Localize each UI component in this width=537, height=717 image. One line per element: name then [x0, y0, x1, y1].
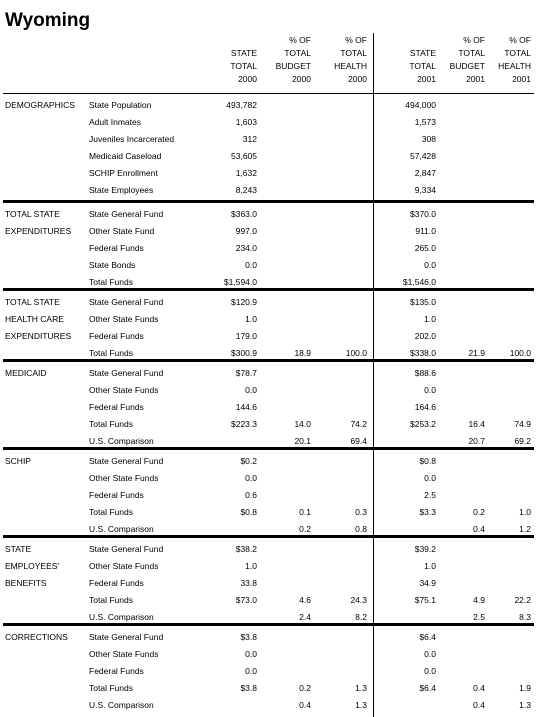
table-cell-state-total-2001: 0.0	[424, 473, 436, 483]
section-category: TOTAL STATE	[5, 297, 60, 307]
column-header-line: HEALTH	[334, 61, 367, 71]
table-cell-state-total-2000: $3.8	[240, 632, 257, 642]
table-cell-state-total-2001: 911.0	[415, 226, 436, 236]
column-header-pct-health-2000	[307, 34, 367, 86]
table-cell-state-total-2000: 0.0	[245, 649, 257, 659]
table-cell-pct-budget-2000: 0.1	[299, 507, 311, 517]
table-cell-state-total-2001: 0.0	[424, 260, 436, 270]
row-label: Total Funds	[89, 419, 133, 429]
table-cell-state-total-2001: 164.6	[414, 402, 436, 412]
table-cell-state-total-2000: $78.7	[235, 368, 257, 378]
table-cell-state-total-2001: 2.5	[424, 490, 436, 500]
row-label: State Bonds	[89, 260, 136, 270]
row-label: U.S. Comparison	[89, 524, 154, 534]
section-category: STATE	[5, 544, 32, 554]
table-cell-state-total-2001: 0.0	[424, 649, 436, 659]
column-header-line: TOTAL	[340, 48, 367, 58]
row-label: Total Funds	[89, 683, 133, 693]
row-label: Total Funds	[89, 277, 133, 287]
row-label: U.S. Comparison	[89, 436, 154, 446]
column-header-state-total-2000	[197, 47, 257, 86]
table-cell-pct-budget-2000: 0.2	[299, 683, 311, 693]
column-header-line: 2000	[292, 74, 311, 84]
table-cell-state-total-2000: 312	[242, 134, 257, 144]
table-cell-state-total-2001: $338.0	[410, 348, 436, 358]
table-cell-state-total-2001: $6.4	[419, 632, 436, 642]
table-cell-pct-budget-2000: 2.4	[299, 612, 311, 622]
row-label: Federal Funds	[89, 243, 144, 253]
column-header-pct-health-2001	[471, 34, 531, 86]
table-cell-pct-health-2000: 69.4	[350, 436, 367, 446]
section-category: MEDICAID	[5, 368, 47, 378]
table-cell-state-total-2000: $1,594.0	[223, 277, 257, 287]
table-cell-pct-health-2000: 8.2	[355, 612, 367, 622]
table-cell-state-total-2000: $223.3	[231, 419, 257, 429]
column-header-line: 2000	[348, 74, 367, 84]
table-cell-state-total-2000: $363.0	[231, 209, 257, 219]
row-label: Medicaid Caseload	[89, 151, 162, 161]
row-label: State General Fund	[89, 209, 164, 219]
table-cell-state-total-2000: 53,605	[231, 151, 257, 161]
row-label: Total Funds	[89, 348, 133, 358]
column-header-line: 2001	[512, 74, 531, 84]
table-cell-pct-health-2001: 1.9	[519, 683, 531, 693]
table-cell-pct-health-2000: 74.2	[350, 419, 367, 429]
table-cell-state-total-2001: 1.0	[424, 561, 436, 571]
row-label: Federal Funds	[89, 402, 144, 412]
table-cell-state-total-2001: 202.0	[414, 331, 436, 341]
table-cell-state-total-2000: $38.2	[235, 544, 257, 554]
column-header-line: % OF	[509, 35, 531, 45]
row-label: Total Funds	[89, 507, 133, 517]
table-cell-state-total-2001: 1,573	[414, 117, 436, 127]
column-header-line: BUDGET	[275, 61, 311, 71]
table-cell-state-total-2000: 234.0	[235, 243, 257, 253]
table-cell-state-total-2001: $253.2	[410, 419, 436, 429]
section-divider	[3, 288, 534, 291]
table-cell-pct-budget-2000: 20.1	[294, 436, 311, 446]
column-header-line: % OF	[345, 35, 367, 45]
table-cell-pct-budget-2001: 2.5	[473, 612, 485, 622]
row-label: Other State Funds	[89, 473, 159, 483]
table-cell-pct-health-2001: 74.9	[514, 419, 531, 429]
table-cell-state-total-2000: 0.0	[245, 260, 257, 270]
table-cell-state-total-2000: 144.6	[235, 402, 257, 412]
row-label: Other State Funds	[89, 314, 159, 324]
table-cell-state-total-2000: 0.0	[245, 473, 257, 483]
table-cell-state-total-2000: 0.0	[245, 666, 257, 676]
column-header-line: 2001	[466, 74, 485, 84]
section-category: SCHIP	[5, 456, 31, 466]
row-label: State Employees	[89, 185, 154, 195]
column-header-line: STATE	[409, 48, 436, 58]
row-label: Total Funds	[89, 595, 133, 605]
table-cell-state-total-2001: 9,334	[414, 185, 436, 195]
table-cell-state-total-2001: $3.3	[419, 507, 436, 517]
table-cell-pct-budget-2001: 20.7	[468, 436, 485, 446]
row-label: Other State Funds	[89, 649, 159, 659]
table-cell-pct-health-2001: 1.2	[519, 524, 531, 534]
table-cell-state-total-2000: 33.8	[240, 578, 257, 588]
column-header-line: TOTAL	[458, 48, 485, 58]
table-cell-pct-budget-2000: 0.2	[299, 524, 311, 534]
row-label: Other State Funds	[89, 561, 159, 571]
table-cell-state-total-2000: 1.0	[245, 314, 257, 324]
table-cell-state-total-2001: $370.0	[410, 209, 436, 219]
column-header-line: STATE	[230, 48, 257, 58]
row-label: Federal Funds	[89, 331, 144, 341]
row-label: State General Fund	[89, 297, 164, 307]
section-category: EXPENDITURES	[5, 331, 72, 341]
table-cell-state-total-2000: $73.0	[235, 595, 257, 605]
row-label: Federal Funds	[89, 666, 144, 676]
table-cell-state-total-2000: 1,632	[235, 168, 257, 178]
section-category: DEMOGRAPHICS	[5, 100, 75, 110]
table-cell-state-total-2001: $6.4	[419, 683, 436, 693]
table-cell-pct-health-2000: 1.3	[355, 683, 367, 693]
table-cell-state-total-2001: 308	[421, 134, 436, 144]
table-cell-pct-health-2000: 0.8	[355, 524, 367, 534]
column-header-line: TOTAL	[230, 61, 257, 71]
table-cell-state-total-2001: 0.0	[424, 385, 436, 395]
table-cell-pct-budget-2000: 14.0	[294, 419, 311, 429]
table-cell-state-total-2001: $0.8	[419, 456, 436, 466]
column-header-line: % OF	[463, 35, 485, 45]
table-cell-state-total-2000: 0.6	[245, 490, 257, 500]
table-cell-pct-health-2001: 100.0	[509, 348, 531, 358]
section-category: EMPLOYEES'	[5, 561, 60, 571]
section-category: CORRECTIONS	[5, 632, 68, 642]
section-divider	[3, 535, 534, 538]
row-label: Other State Fund	[89, 226, 155, 236]
table-cell-pct-budget-2001: 0.2	[473, 507, 485, 517]
table-cell-pct-budget-2000: 4.6	[299, 595, 311, 605]
row-label: State General Fund	[89, 632, 164, 642]
section-divider	[3, 93, 534, 94]
table-cell-pct-budget-2001: 16.4	[468, 419, 485, 429]
table-cell-state-total-2000: $3.8	[240, 683, 257, 693]
table-cell-pct-budget-2001: 0.4	[473, 700, 485, 710]
section-category: HEALTH CARE	[5, 314, 64, 324]
table-cell-state-total-2001: 265.0	[414, 243, 436, 253]
section-category: EXPENDITURES	[5, 226, 72, 236]
row-label: Other State Funds	[89, 385, 159, 395]
table-cell-state-total-2000: $300.9	[231, 348, 257, 358]
page-title: Wyoming	[5, 10, 91, 31]
row-label: State Population	[89, 100, 152, 110]
table-cell-state-total-2001: 34.9	[419, 578, 436, 588]
section-divider	[3, 200, 534, 203]
column-header-line: 2001	[417, 74, 436, 84]
row-label: U.S. Comparison	[89, 700, 154, 710]
section-divider	[3, 623, 534, 626]
row-label: State General Fund	[89, 456, 164, 466]
table-cell-state-total-2000: 1.0	[245, 561, 257, 571]
table-cell-state-total-2001: $135.0	[410, 297, 436, 307]
table-cell-state-total-2001: 57,428	[410, 151, 436, 161]
row-label: Federal Funds	[89, 578, 144, 588]
row-label: State General Fund	[89, 368, 164, 378]
table-cell-pct-health-2001: 69.2	[514, 436, 531, 446]
table-cell-pct-health-2000: 100.0	[345, 348, 367, 358]
table-cell-state-total-2000: 1,603	[235, 117, 257, 127]
table-cell-state-total-2000: 493,782	[226, 100, 257, 110]
table-cell-state-total-2000: $120.9	[231, 297, 257, 307]
table-cell-pct-health-2001: 22.2	[514, 595, 531, 605]
table-cell-state-total-2000: 0.0	[245, 385, 257, 395]
column-header-line: 2000	[238, 74, 257, 84]
table-cell-state-total-2000: $0.2	[240, 456, 257, 466]
table-cell-pct-health-2000: 24.3	[350, 595, 367, 605]
table-cell-state-total-2001: $39.2	[414, 544, 436, 554]
column-header-line: TOTAL	[409, 61, 436, 71]
table-cell-pct-health-2000: 0.3	[355, 507, 367, 517]
table-cell-pct-budget-2001: 21.9	[468, 348, 485, 358]
section-divider	[3, 359, 534, 362]
table-cell-pct-health-2001: 1.3	[519, 700, 531, 710]
table-cell-pct-health-2001: 1.0	[519, 507, 531, 517]
column-header-pct-budget-2000	[251, 34, 311, 86]
table-cell-pct-budget-2001: 0.4	[473, 683, 485, 693]
table-cell-pct-budget-2000: 0.4	[299, 700, 311, 710]
table-cell-state-total-2001: 1.0	[424, 314, 436, 324]
row-label: SCHIP Enrollment	[89, 168, 158, 178]
table-cell-pct-budget-2000: 18.9	[294, 348, 311, 358]
table-cell-pct-health-2001: 8.3	[519, 612, 531, 622]
section-divider	[3, 447, 534, 450]
section-category: BENEFITS	[5, 578, 47, 588]
section-category: TOTAL STATE	[5, 209, 60, 219]
column-header-line: BUDGET	[449, 61, 485, 71]
column-header-line: % OF	[289, 35, 311, 45]
table-cell-pct-health-2000: 1.3	[355, 700, 367, 710]
table-cell-state-total-2001: $1,546.0	[402, 277, 436, 287]
table-cell-state-total-2001: 0.0	[424, 666, 436, 676]
table-cell-state-total-2001: 494,000	[405, 100, 436, 110]
row-label: U.S. Comparison	[89, 612, 154, 622]
column-header-line: HEALTH	[498, 61, 531, 71]
table-cell-state-total-2000: 997.0	[235, 226, 257, 236]
table-cell-pct-budget-2001: 4.9	[473, 595, 485, 605]
row-label: Juveniles Incarcerated	[89, 134, 175, 144]
column-header-line: TOTAL	[284, 48, 311, 58]
table-cell-state-total-2000: 8,243	[235, 185, 257, 195]
table-cell-state-total-2000: $0.8	[240, 507, 257, 517]
table-cell-state-total-2001: $75.1	[414, 595, 436, 605]
table-cell-pct-budget-2001: 0.4	[473, 524, 485, 534]
table-cell-state-total-2000: 179.0	[235, 331, 257, 341]
table-cell-state-total-2001: 2,847	[414, 168, 436, 178]
row-label: State General Fund	[89, 544, 164, 554]
column-header-line: TOTAL	[504, 48, 531, 58]
row-label: Federal Funds	[89, 490, 144, 500]
row-label: Adult Inmates	[89, 117, 141, 127]
table-cell-state-total-2001: $88.6	[414, 368, 436, 378]
